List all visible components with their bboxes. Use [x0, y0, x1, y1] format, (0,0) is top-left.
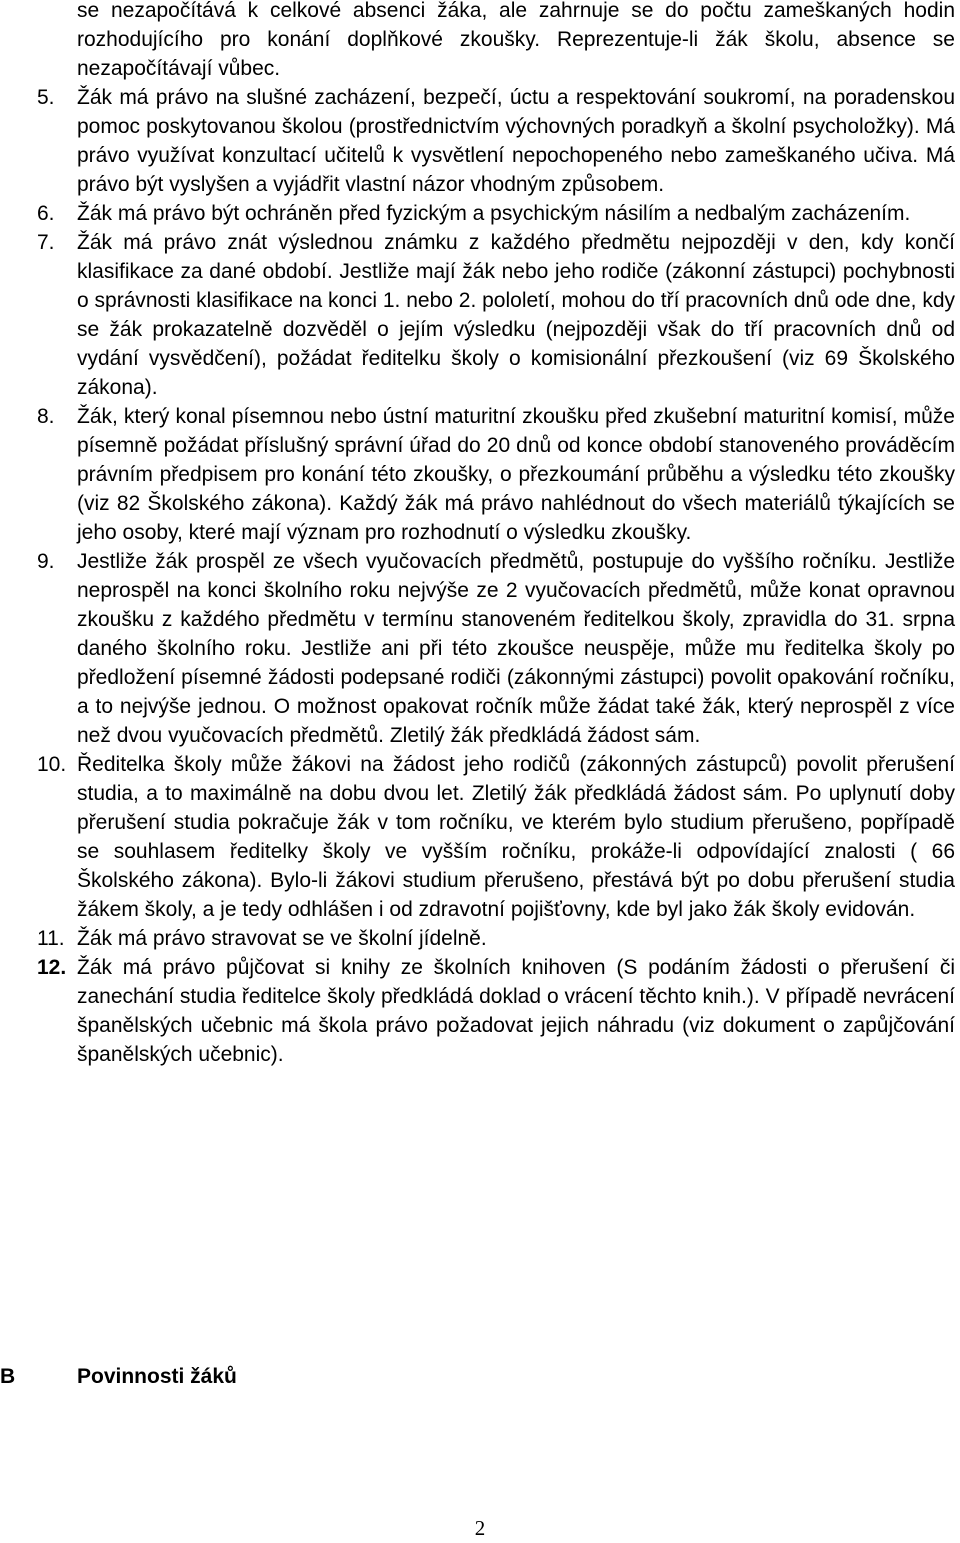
item-text: Jestliže žák prospěl ze všech vyučovacích předmětů, postupuje do vyššího ročníku. Jestliže neprospěl na konci školního roku nejvýše ze 2 vyučovacích předmětů, může konat opravnou zkoušku z každého předmětu v termínu stanoveném ředitelkou školy, zpravidla do 31. srpna daného školního roku. Jestliže ani při této zkoušce neuspěje, může mu ředitelka školy po předložení písemné žádosti podepsané rodiči (zákonnými zástupci) povolit opakování ročníku, a to nejvýše jednou. O možnost opakovat ročník může žádat také žák, který neprospěl z více než dvou vyučovacích předmětů. Zletilý žák předkládá žádost sám.: [77, 550, 955, 747]
list-item-8: [0, 402, 960, 547]
item-text: Žák má právo půjčovat si knihy ze školních knihoven (S podáním žádosti o přerušení či zanechání studia ředitelce školy předkládá doklad o vrácení těchto knih.). V případě nevrácení španělských učebnic má škola právo požadovat jejich náhradu (viz dokument o zapůjčování španělských učebnic).: [77, 956, 955, 1066]
item-number: 8.: [37, 405, 55, 428]
list-item-12: [0, 953, 960, 1069]
item-number: 11.: [37, 927, 65, 950]
list-item-6: [0, 199, 960, 228]
continuation-paragraph: se nezapočítává k celkové absenci žáka, ale zahrnuje se do počtu zameškaných hodin rozhodujícího pro konání doplňkové zkoušky. Reprezentuje-li žák školu, absence se nezapočítávají vůbec.: [77, 0, 955, 80]
page-number: 2: [474, 1516, 486, 1540]
item-text: Žák, který konal písemnou nebo ústní maturitní zkoušku před zkušební maturitní komisí, může písemně požádat příslušný správní úřad do 20 dnů od konce období stanoveného prováděcím právním předpisem pro konání této zkoušky, o přezkoumání průběhu a výsledku této zkoušky (viz 82 Školského zákona). Každý žák má právo nahlédnout do všech materiálů týkajících se jeho osoby, které mají význam pro rozhodnutí o výsledku zkoušky.: [77, 405, 955, 544]
item-number: 9.: [37, 550, 55, 573]
section-letter: B: [0, 1365, 16, 1388]
item-number: 12.: [37, 956, 67, 979]
item-number: 6.: [37, 202, 55, 225]
item-text: Žák má právo být ochráněn před fyzickým a psychickým násilím a nedbalým zacházením.: [77, 202, 911, 225]
item-number: 10.: [37, 753, 67, 776]
list-item-5: [0, 83, 960, 199]
section-title: Povinnosti žáků: [77, 1365, 237, 1388]
list-item-11: [0, 924, 960, 953]
list-item-10: [0, 750, 960, 924]
list-item-7: [0, 228, 960, 402]
rights-list: [0, 83, 960, 1069]
item-number: 7.: [37, 231, 55, 254]
item-text: Žák má právo na slušné zacházení, bezpečí, úctu a respektování soukromí, na poradenskou pomoc poskytovanou školou (prostřednictvím výchovných poradkyň a školní psycholožky). Má právo využívat konzultací učitelů k vysvětlení nepochopeného nebo zameškaného učiva. Má právo být vyslyšen a vyjádřit vlastní názor vhodným způsobem.: [77, 86, 955, 196]
item-number: 5.: [37, 86, 55, 109]
item-text: Žák má právo stravovat se ve školní jídelně.: [77, 927, 487, 950]
item-text: Žák má právo znát výslednou známku z každého předmětu nejpozději v den, kdy končí klasifikace za dané období. Jestliže mají žák nebo jeho rodiče (zákonní zástupci) pochybnosti o správnosti klasifikace na konci 1. nebo 2. pololetí, mohou do tří pracovních dnů ode dne, kdy se žák prokazatelně dozvěděl o jejím výsledku (nejpozději však do tří pracovních dnů od vydání vysvědčení), požádat ředitelku školy o komisionální přezkoušení (viz 69 Školského zákona).: [77, 231, 955, 399]
list-item-9: [0, 547, 960, 750]
item-text: Ředitelka školy může žákovi na žádost jeho rodičů (zákonných zástupců) povolit přerušení studia, a to maximálně na dobu dvou let. Zletilý žák předkládá žádost sám. Po uplynutí doby přerušení studia pokračuje žák v tom ročníku, ve kterém bylo studium přerušeno, popřípadě se souhlasem ředitelky školy ve vyšším ročníku, prokáže-li odpovídající znalosti ( 66 Školského zákona). Bylo-li žákovi studium přerušeno, přestává být po dobu přerušení studia žákem školy, a je tedy odhlášen i od zdravotní pojišťovny, kde byl jako žák školy evidován.: [77, 753, 955, 921]
